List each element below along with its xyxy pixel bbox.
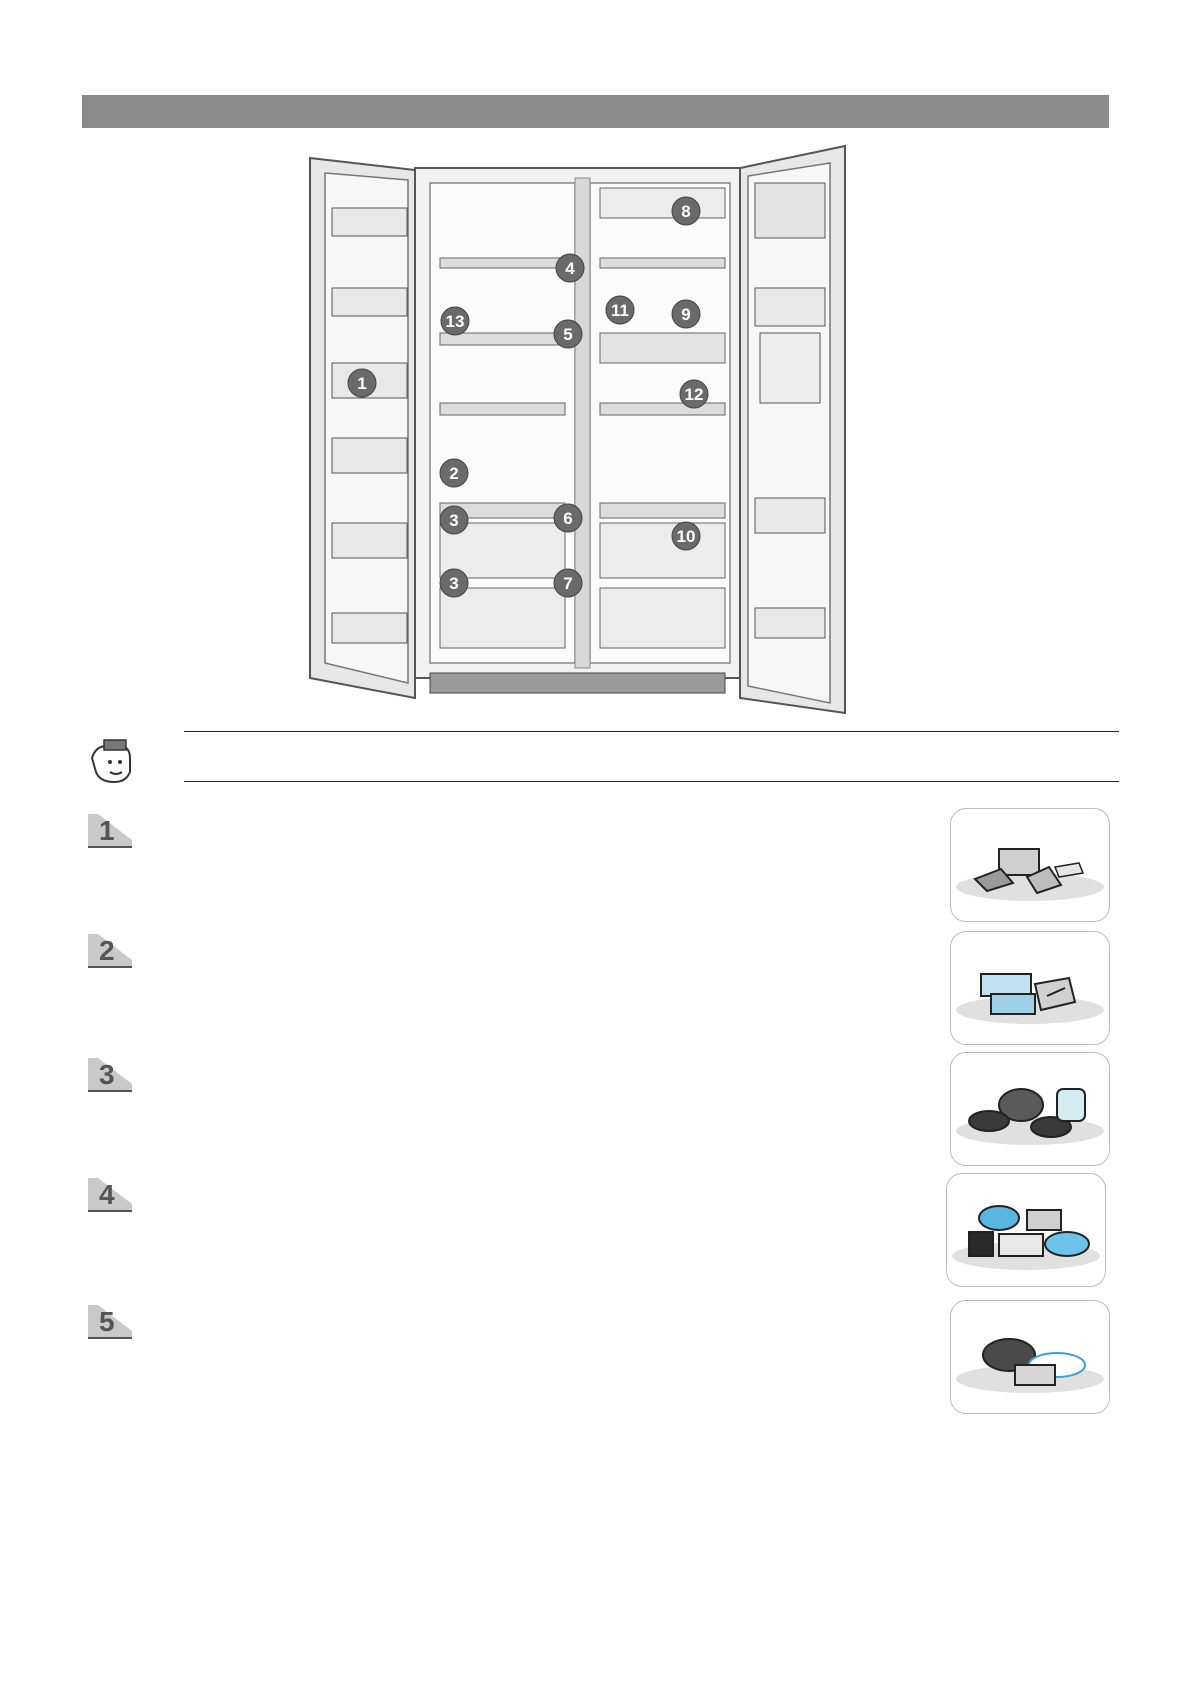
callout-label: 11 [611, 301, 629, 320]
step-1-marker [88, 814, 132, 848]
callout-label: 6 [563, 509, 573, 528]
callout-5 [554, 320, 582, 348]
callout-2 [440, 459, 468, 487]
callout-label: 4 [565, 259, 575, 278]
meat-and-container-icon [950, 1052, 1110, 1166]
callout-label: 2 [449, 464, 459, 483]
step-5-marker [88, 1305, 132, 1339]
step-1-number: 1 [99, 815, 115, 846]
step-3-number: 3 [99, 1059, 115, 1090]
note-rule-bottom [184, 781, 1119, 782]
callout-label: 13 [445, 312, 465, 331]
step-4-number: 4 [99, 1179, 115, 1210]
callout-13 [441, 307, 469, 335]
note-rule-top [184, 731, 1119, 732]
meat-and-plate-icon [950, 1300, 1110, 1414]
callout-7 [554, 569, 582, 597]
callout-8 [672, 197, 700, 225]
ice-and-fish-icon [950, 931, 1110, 1045]
callout-label: 10 [676, 527, 696, 546]
callout-9 [672, 300, 700, 328]
callout-label: 9 [681, 305, 691, 324]
callout-label: 8 [681, 202, 691, 221]
section-header-bar [82, 95, 1109, 128]
frozen-food-packages-icon [950, 808, 1110, 922]
step-2-marker [88, 934, 132, 968]
callout-label: 3 [449, 511, 459, 530]
callout-10 [672, 522, 700, 550]
note-hand-icon [86, 738, 146, 786]
step-2-number: 2 [99, 935, 115, 966]
callout-12 [680, 380, 708, 408]
callout-1 [348, 369, 376, 397]
step-5-number: 5 [99, 1306, 115, 1337]
step-3-marker [88, 1058, 132, 1092]
callout-3 [440, 506, 468, 534]
callout-label: 12 [684, 385, 704, 404]
callout-label: 3 [449, 574, 459, 593]
step-4-marker [88, 1178, 132, 1212]
callout-6 [554, 504, 582, 532]
callout-3 [440, 569, 468, 597]
callout-label: 7 [563, 574, 573, 593]
callout-4 [556, 254, 584, 282]
refrigerator-diagram [290, 138, 870, 718]
callout-label: 5 [563, 325, 573, 344]
callout-label: 1 [357, 374, 367, 393]
mixed-food-containers-icon [946, 1173, 1106, 1287]
callout-11 [606, 296, 634, 324]
